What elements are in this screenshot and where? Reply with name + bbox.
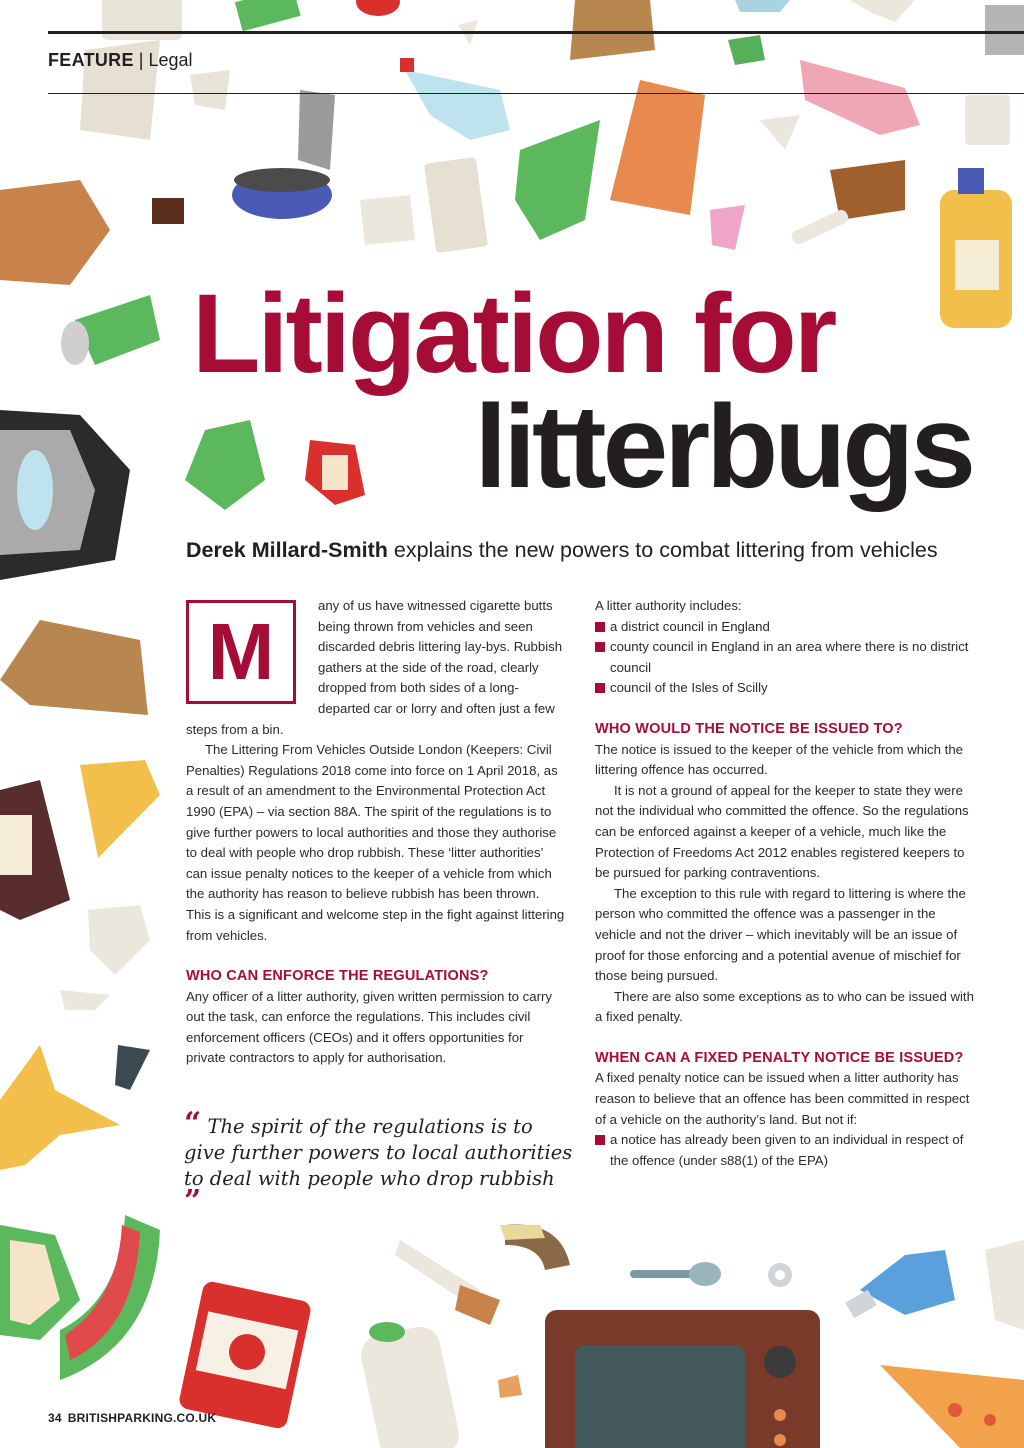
subsection-name: Legal <box>148 50 193 70</box>
white-cup-bottom-icon <box>985 1240 1024 1330</box>
section-label <box>48 50 193 71</box>
dropcap-box <box>186 600 296 704</box>
lid-icon <box>735 0 790 12</box>
article-column-1 <box>186 596 566 1069</box>
page-number: 34 <box>48 1411 62 1425</box>
pull-quote-text: The spirit of the regulations is to give further powers to local authorities to deal with people who drop rubbish <box>184 1115 573 1190</box>
author-name: Derek Millard-Smith <box>186 538 388 562</box>
standfirst <box>186 538 938 563</box>
napkin-icon <box>360 195 415 245</box>
list-item: a notice has already been given to an individual in respect of the offence (under s88(1) of the EPA) <box>595 1130 977 1171</box>
cardboard-box-icon <box>0 620 148 715</box>
banana-chunk-icon <box>500 1225 545 1240</box>
list-item: a district council in England <box>595 617 977 638</box>
footer-site: BRITISHPARKING.CO.UK <box>67 1411 217 1425</box>
crushed-can-icon <box>75 295 160 365</box>
paper-bag-icon <box>570 0 655 60</box>
red-fruit-icon <box>356 0 400 16</box>
pear-icon <box>185 420 265 510</box>
green-pack-icon <box>235 0 301 31</box>
list-item: county council in England in an area where there is no district council <box>595 637 977 678</box>
section-separator: | <box>138 50 144 70</box>
leaf-icon <box>728 35 765 65</box>
body-paragraph: The notice is issued to the keeper of the vehicle from which the littering offence has occurred. <box>595 741 963 778</box>
paper-scrap-icon <box>760 115 800 150</box>
tray-icon <box>985 5 1024 55</box>
pink-bottle-icon <box>800 60 920 135</box>
chocolate-icon <box>152 198 184 224</box>
bread-loaf-icon <box>0 180 110 285</box>
juice-carton-icon <box>610 80 705 215</box>
list-item: council of the Isles of Scilly <box>595 678 977 699</box>
subheading: WHEN CAN A FIXED PENALTY NOTICE BE ISSUED? <box>595 1049 964 1066</box>
open-quote-mark: “ <box>184 1106 202 1141</box>
body-paragraph: There are also some exceptions as to who can be issued with a fixed penalty. <box>595 988 974 1025</box>
header-rule-top <box>48 31 1024 34</box>
pull-quote <box>184 1106 574 1219</box>
headline-line-2: litterbugs <box>474 381 972 513</box>
cup-icon <box>102 0 182 40</box>
paper-roll-icon <box>424 157 488 253</box>
header-rule-bottom <box>48 93 1024 94</box>
body-paragraph: It is not a ground of appeal for the keeper to state they were not the individual who committed the offence. So the regulations can be enforced against a keeper of a vehicle, much like the Protection of Freedoms Act 2012 enables registered keepers to be pursued for parking contraventions. <box>595 782 969 881</box>
bottle-cap-icon <box>400 58 414 72</box>
eggshell-icon <box>88 905 150 975</box>
screw-icon <box>115 1045 150 1090</box>
subheading: WHO CAN ENFORCE THE REGULATIONS? <box>186 968 489 985</box>
intro-paragraph: any of us have witnessed cigarette butts being thrown from vehicles and seen discarded debris littering lay-bys. Rubbish gathers at the side of the road, clearly dropped from both sides of a long-departed car or lorry and often just a few steps from a bin. <box>186 598 563 737</box>
plastic-bottle-icon <box>405 70 510 140</box>
article-column-2 <box>595 596 977 1171</box>
body-paragraph: Any officer of a litter authority, given written permission to carry out the task, can enforce the regulations. This includes civil enforcement officers (CEOs) and it offers opportunities for private contractors to apply for authorisation. <box>186 988 552 1066</box>
page-footer <box>48 1411 216 1425</box>
subheading: WHO WOULD THE NOTICE BE ISSUED TO? <box>595 720 903 737</box>
tissue-icon <box>190 70 230 110</box>
dropcap-letter: M <box>207 607 275 696</box>
cabbage-leaf-icon <box>515 120 600 240</box>
headline-line-1: Litigation for <box>192 271 835 396</box>
wrapper-icon <box>850 0 915 22</box>
cheese-icon <box>80 760 160 858</box>
body-paragraph: A fixed penalty notice can be issued when a litter authority has reason to believe that an offence has been committed in respect of a vehicle on the authority’s land. But not if: <box>595 1070 970 1127</box>
standfirst-text: explains the new powers to combat littering from vehicles <box>387 538 938 562</box>
paper-flake-icon <box>60 990 110 1010</box>
body-paragraph: The exception to this rule with regard to littering is where the person who committed the offence was a passenger in the vehicle and not the driver – which inevitably will be an issue of proof for those enforcing and a potential avenue of mischief for those being pursued. <box>595 885 966 984</box>
section-name: FEATURE <box>48 50 134 70</box>
list-intro: A litter authority includes: <box>595 598 742 613</box>
body-paragraph: The Littering From Vehicles Outside London (Keepers: Civil Penalties) Regulations 2018 come into force on 1 April 2018, as a result of an amendment to the Environmental Protection Act 1990 (EPA) – via section 88A. The spirit of the regulations is to give further powers to local authorities and those they authorise to deal with people who drop rubbish. These ‘litter authorities’ can issue penalty notices to the keeper of a vehicle from which the authority has reason to believe rubbish has been thrown. This is a significant and welcome step in the fight against littering from vehicles. <box>186 742 565 943</box>
open-tin-lid-icon <box>298 90 335 170</box>
close-quote-mark: ” <box>184 1184 202 1219</box>
crust-icon <box>498 1375 522 1398</box>
paper-cup-icon <box>965 95 1010 145</box>
milk-bottle-icon <box>357 1323 462 1448</box>
pink-sweet-icon <box>710 205 745 250</box>
banana-peel-icon <box>0 1045 120 1170</box>
